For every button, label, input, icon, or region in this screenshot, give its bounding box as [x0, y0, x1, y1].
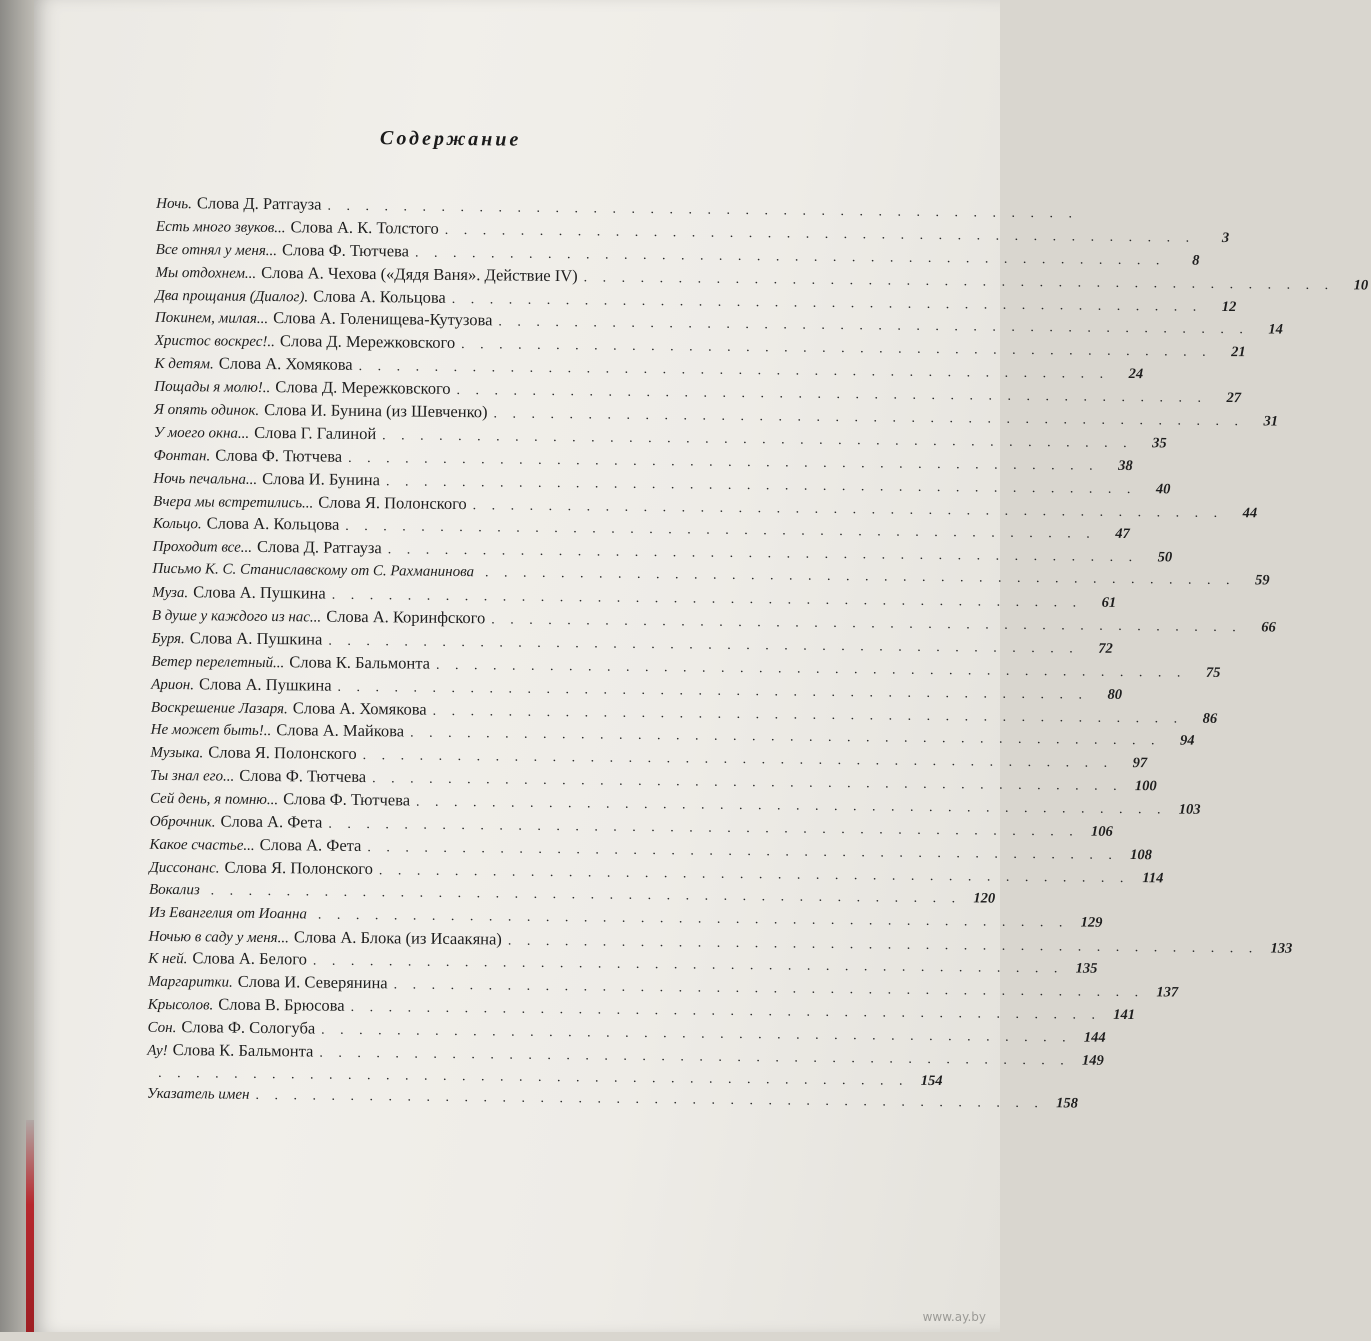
entry-page-number: 103	[1172, 799, 1200, 821]
entry-title: Ночь.	[156, 193, 192, 215]
entry-page-number: 80	[1094, 683, 1122, 705]
entry-author: Слова Д. Мережковского	[280, 330, 455, 354]
entry-author: Слова А. Пушкина	[190, 627, 323, 650]
entry-title: Маргаритки.	[148, 971, 233, 994]
leader-dots: . . . . . . . . . . . . . . . . . . . . . . . . . . . . . . . . . . . . . . . .	[328, 814, 1079, 844]
entry-title: Музыка.	[150, 742, 203, 765]
entry-page-number: 75	[1192, 662, 1220, 684]
entry-title: Ау!	[147, 1040, 168, 1062]
entry-author: Слова Ф. Тютчева	[283, 788, 410, 811]
entry-title: Ночь печальна...	[153, 467, 257, 490]
leader-dots: . . . . . . . . . . . . . . . . . . . . . . . . . . . . . . . . . . . . . . . .	[394, 975, 1145, 1005]
toc-entries	[147, 192, 766, 1091]
index-title: Указатель имен	[147, 1083, 250, 1106]
entry-title: Вчера мы встретились...	[153, 490, 313, 514]
entry-page-number: 72	[1085, 637, 1113, 659]
entry-title: Сон.	[147, 1017, 176, 1039]
entry-author: Слова А. Пушкина	[193, 581, 326, 604]
leader-dots: . . . . . . . . . . . . . . . . . . . . . . . . . . . . . . . . . . . . . . . .	[433, 700, 1184, 730]
leader-dots: . . . . . . . . . . . . . . . . . . . . . . . . . . . . . . . . . . . . . . . .	[367, 837, 1118, 867]
entry-title: Я опять одинок.	[154, 399, 259, 422]
entry-author: Слова И. Бунина	[262, 468, 380, 491]
entry-title: Пощады я молю!..	[154, 376, 270, 399]
entry-title: Сей день, я помню...	[150, 788, 278, 811]
leader-dots: . . . . . . . . . . . . . . . . . . . . . . . . . . . . . . . . . . . . . . . .	[461, 334, 1212, 364]
entry-page-number: 10	[1340, 274, 1368, 296]
leader-dots: . . . . . . . . . . . . . . . . . . . . . . . . . . . . . . . . . . . . . . . .	[473, 495, 1224, 525]
entry-title: Христос воскрес!..	[155, 330, 275, 353]
entry-page-number: 47	[1102, 523, 1130, 545]
entry-author: Слова А. Чехова («Дядя Ваня». Действие IV)	[261, 262, 578, 287]
entry-author: Слова Я. Полонского	[224, 856, 373, 880]
entry-author: Слова А. Фета	[260, 834, 362, 857]
leader-dots: . . . . . . . . . . . . . . . . . . . . . . . . . . . . . . . . . . . . . . . .	[158, 1063, 909, 1093]
entry-page-number: 24	[1115, 363, 1143, 385]
entry-author: Слова К. Бальмонта	[289, 651, 430, 674]
entry-author: Слова Ф. Тютчева	[282, 239, 409, 262]
entry-author: Слова А. Фета	[220, 811, 322, 834]
entry-author: Слова Г. Галиной	[254, 422, 376, 445]
entry-title: Вокализ	[149, 879, 200, 902]
entry-title: Все отнял у меня...	[156, 239, 278, 262]
entry-author: Слова А. Голенищева-Кутузова	[273, 308, 492, 332]
entry-author: Слова И. Бунина (из Шевченко)	[264, 399, 488, 423]
entry-title: Из Евангелия от Иоанна	[149, 901, 307, 925]
entry-author: Слова К. Бальмонта	[173, 1039, 314, 1062]
leader-dots: . . . . . . . . . . . . . . . . . . . . . . . . . . . . . . . . . . . . . . . .	[436, 655, 1187, 685]
entry-page-number: 144	[1078, 1027, 1106, 1049]
entry-title: Мы отдохнем...	[155, 261, 256, 284]
entry-page-number: 135	[1069, 958, 1097, 980]
entry-page-number: 129	[1074, 911, 1102, 933]
entry-title: У моего окна...	[154, 422, 250, 445]
entry-title: Есть много звуков...	[156, 216, 286, 239]
entry-author: Слова Я. Полонского	[318, 491, 467, 515]
leader-dots: . . . . . . . . . . . . . . . . . . . . . . . . . . . . . . . . . . . . . . . .	[498, 312, 1249, 342]
entry-page-number: 86	[1189, 707, 1217, 729]
entry-page-number: 31	[1250, 410, 1278, 432]
entry-author: Слова Ф. Сологуба	[181, 1016, 315, 1039]
leader-dots: . . . . . . . . . . . . . . . . . . . . . . . . . . . . . . . . . . . . . . . .	[372, 768, 1123, 798]
leader-dots: . . . . . . . . . . . . . . . . . . . . . . . . . . . . . . . . . . . . . . . .	[327, 196, 1078, 226]
entry-author: Слова Ф. Тютчева	[239, 765, 366, 788]
entry-title: Муза.	[152, 582, 188, 604]
entry-page-number: 100	[1129, 775, 1157, 797]
leader-dots: . . . . . . . . . . . . . . . . . . . . . . . . . . . . . . . . . . . . . . . .	[415, 242, 1166, 272]
entry-page-number: 27	[1213, 387, 1241, 409]
entry-page-number: 44	[1229, 502, 1257, 524]
entry-page-number: 14	[1255, 319, 1283, 341]
entry-author: Слова В. Брюсова	[218, 994, 345, 1017]
entry-page-number: 120	[967, 887, 995, 909]
entry-author: Слова А. Кольцова	[313, 285, 446, 308]
leader-dots: . . . . . . . . . . . . . . . . . . . . . . . . . . . . . . . . . . . . . . . .	[345, 516, 1096, 546]
entry-author: Слова А. К. Толстого	[290, 216, 438, 240]
entry-title: Кольцо.	[153, 513, 202, 536]
entry-author: Слова Ф. Тютчева	[215, 444, 342, 467]
entry-title: К детям.	[154, 353, 213, 376]
entry-page-number: 38	[1105, 455, 1133, 477]
leader-dots: . . . . . . . . . . . . . . . . . . . . . . . . . . . . . . . . . . . . . . . .	[452, 288, 1203, 318]
entry-author: Слова И. Северянина	[238, 971, 388, 995]
leader-dots: . . . . . . . . . . . . . . . . . . . . . . . . . . . . . . . . . . . . . . . .	[388, 540, 1139, 570]
leader-dots: . . . . . . . . . . . . . . . . . . . . . . . . . . . . . . . . . . . . . . . .	[491, 609, 1242, 639]
leader-dots: . . . . . . . . . . . . . . . . . . . . . . . . . . . . . . . . . . . . . . . .	[456, 380, 1207, 410]
leader-dots: . . . . . . . . . . . . . . . . . . . . . . . . . . . . . . . . . . . . . . . .	[359, 356, 1110, 386]
entry-title: Письмо К. С. Станиславскому от С. Рахманинова	[152, 558, 474, 583]
entry-page-number: 8	[1171, 249, 1199, 271]
entry-title: В душе у каждого из нас...	[152, 605, 322, 629]
leader-dots: . . . . . . . . . . . . . . . . . . . . . . . . . . . . . . . . . . . . . . . .	[332, 585, 1083, 615]
entry-page-number: 141	[1107, 1004, 1135, 1026]
entry-page-number: 61	[1088, 592, 1116, 614]
leader-dots: . . . . . . . . . . . . . . . . . . . . . . . . . . . . . . . . . . . . . . . .	[363, 745, 1114, 775]
leader-dots: . . . . . . . . . . . . . . . . . . . . . . . . . . . . . . . . . . . . . . . .	[445, 220, 1196, 250]
entry-title: К ней.	[148, 948, 187, 970]
entry-title: Какое счастье...	[149, 834, 254, 857]
entry-title: Воскрешение Лазаря.	[151, 696, 288, 719]
entry-title: Оброчник.	[150, 811, 216, 834]
entry-page-number: 21	[1218, 341, 1246, 363]
entry-page-number: 50	[1144, 547, 1172, 569]
entry-author: Слова А. Блока (из Исаакяна)	[294, 926, 502, 950]
entry-title: Буря.	[152, 628, 185, 650]
leader-dots: . . . . . . . . . . . . . . . . . . . . . . . . . . . . . . . . . . . . . . . .	[211, 880, 962, 910]
leader-dots: . . . . . . . . . . . . . . . . . . . . . . . . . . . . . . . . . . . . . . . .	[584, 267, 1335, 297]
leader-dots: . . . . . . . . . . . . . . . . . . . . . . . . . . . . . . . . . . . . . . . .	[416, 792, 1167, 822]
leader-dots: . . . . . . . . . . . . . . . . . . . . . . . . . . . . . . . . . . . . . . . .	[318, 904, 1069, 934]
leader-dots: . . . . . . . . . . . . . . . . . . . . . . . . . . . . . . . . . . . . . . . .	[386, 471, 1137, 501]
entry-title: Проходит все...	[152, 536, 252, 559]
entry-author: Слова А. Пушкина	[199, 673, 332, 696]
entry-page-number: 97	[1119, 752, 1147, 774]
entry-author: Слова А. Кольцова	[207, 513, 340, 536]
leader-dots: . . . . . . . . . . . . . . . . . . . . . . . . . . . . . . . . . . . . . . . .	[321, 1020, 1072, 1050]
leader-dots: . . . . . . . . . . . . . . . . . . . . . . . . . . . . . . . . . . . . . . . .	[350, 997, 1101, 1027]
leader-dots: . . . . . . . . . . . . . . . . . . . . . . . . . . . . . . . . . . . . . . . .	[382, 425, 1133, 455]
entry-page-number: 149	[1076, 1049, 1104, 1071]
entry-page-number: 59	[1241, 569, 1269, 591]
entry-page-number: 137	[1150, 982, 1178, 1004]
leader-dots: . . . . . . . . . . . . . . . . . . . . . . . . . . . . . . . . . . . . . . . .	[337, 676, 1088, 706]
entry-author: Слова А. Майкова	[276, 720, 404, 743]
entry-page-number: 40	[1142, 478, 1170, 500]
entry-page-number: 106	[1085, 821, 1113, 843]
entry-page-number: 35	[1139, 432, 1167, 454]
entry-page-number: 3	[1201, 227, 1229, 249]
leader-dots: . . . . . . . . . . . . . . . . . . . . . . . . . . . . . . . . . . . . . . . .	[508, 930, 1259, 960]
leader-dots: . . . . . . . . . . . . . . . . . . . . . . . . . . . . . . . . . . . . . . . .	[379, 860, 1130, 890]
entry-page-number: 154	[914, 1070, 942, 1092]
entry-page-number: 94	[1166, 730, 1194, 752]
entry-author: Слова А. Белого	[192, 948, 307, 971]
entry-author: Слова Д. Мережковского	[275, 376, 450, 400]
entry-page-number: 108	[1124, 844, 1152, 866]
entry-author: Слова Я. Полонского	[208, 742, 357, 766]
watermark: www.ay.by	[923, 1310, 986, 1324]
entry-title: Ветер перелетный...	[151, 651, 284, 674]
entry-author: Слова А. Коринфского	[326, 606, 485, 630]
entry-title: Арион.	[151, 674, 194, 696]
entry-title: Диссонанс.	[149, 857, 220, 880]
leader-dots: . . . . . . . . . . . . . . . . . . . . . . . . . . . . . . . . . . . . . . . .	[410, 723, 1161, 753]
entry-title: Покинем, милая...	[155, 307, 268, 330]
index-page-number: 158	[1050, 1092, 1078, 1114]
entry-page-number: 114	[1135, 867, 1163, 889]
entry-author: Слова А. Хомякова	[219, 353, 353, 376]
entry-title: Ночью в саду у меня...	[148, 925, 289, 948]
leader-dots: . . . . . . . . . . . . . . . . . . . . . . . . . . . . . . . . . . . . . . . . . .	[255, 1085, 1044, 1115]
entry-author: Слова Д. Ратгауза	[257, 536, 382, 559]
entry-page-number: 66	[1248, 616, 1276, 638]
entry-title: Два прощания (Диалог).	[155, 284, 308, 308]
entry-author: Слова Д. Ратгауза	[197, 192, 322, 215]
entry-title: Не может быть!..	[151, 719, 272, 742]
leader-dots: . . . . . . . . . . . . . . . . . . . . . . . . . . . . . . . . . . . . . . . .	[313, 951, 1064, 981]
entry-page-number: 133	[1264, 937, 1292, 959]
entry-title: Ты знал его...	[150, 765, 234, 788]
entry-title: Фонтан.	[153, 445, 210, 468]
leader-dots: . . . . . . . . . . . . . . . . . . . . . . . . . . . . . . . . . . . . . . . .	[328, 631, 1079, 661]
leader-dots: . . . . . . . . . . . . . . . . . . . . . . . . . . . . . . . . . . . . . . . .	[319, 1043, 1070, 1073]
entry-page-number: 12	[1208, 295, 1236, 317]
page-title: Содержание	[380, 127, 580, 152]
leader-dots: . . . . . . . . . . . . . . . . . . . . . . . . . . . . . . . . . . . . . . . .	[493, 403, 1244, 433]
leader-dots: . . . . . . . . . . . . . . . . . . . . . . . . . . . . . . . . . . . . . . . .	[348, 448, 1099, 478]
entry-author: Слова А. Хомякова	[293, 697, 427, 720]
leader-dots: . . . . . . . . . . . . . . . . . . . . . . . . . . . . . . . . . . . . . . . .	[485, 563, 1236, 593]
entry-title: Крысолов.	[148, 994, 214, 1017]
